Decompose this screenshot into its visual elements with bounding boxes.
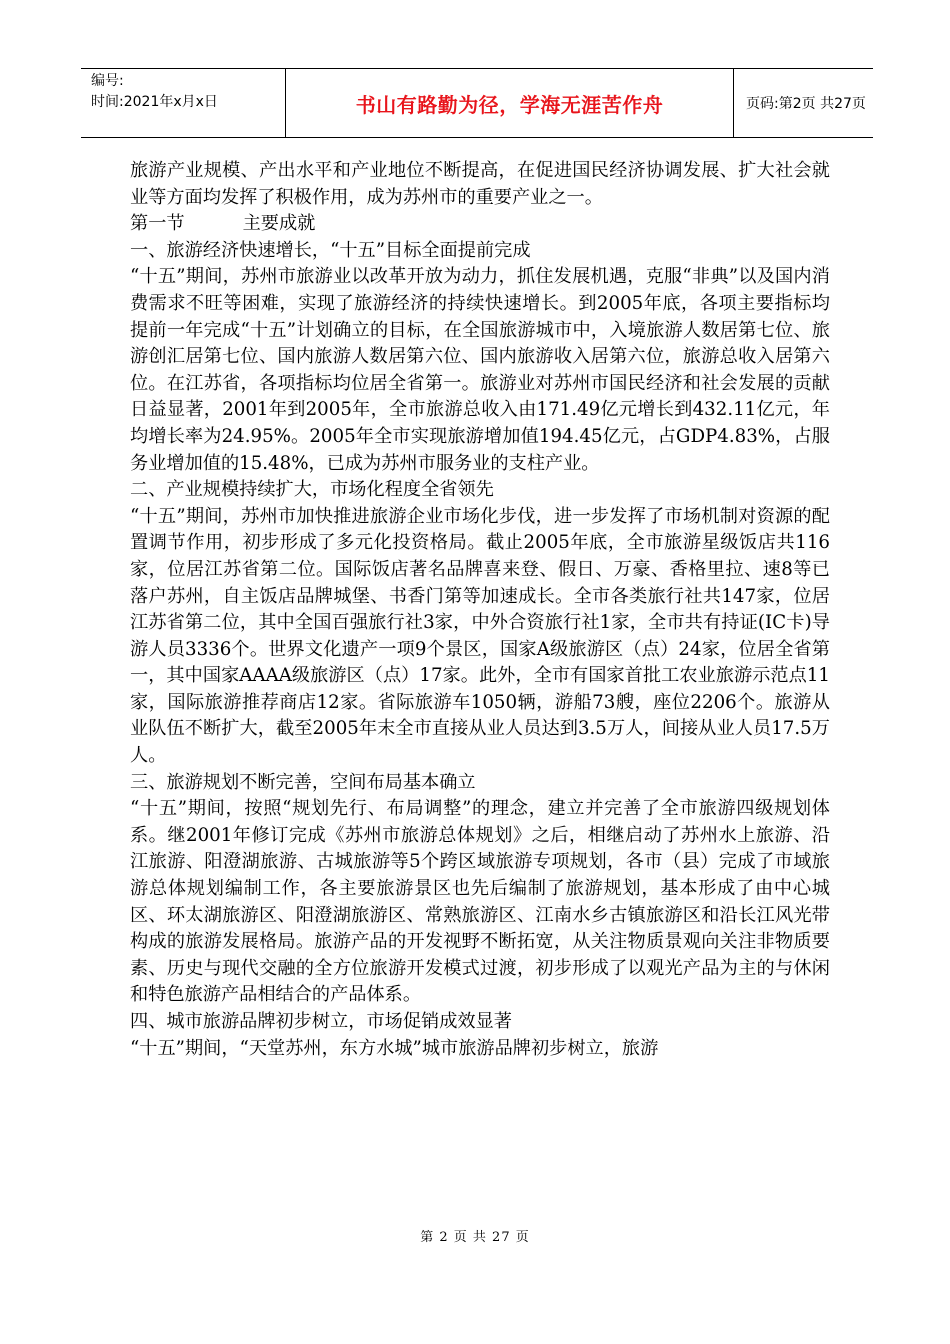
subheading-2: 二、产业规模持续扩大，市场化程度全省领先 [130,479,494,501]
paragraph-2: “十五”期间，苏州市加快推进旅游企业市场化步伐，进一步发挥了市场机制对资源的配置调节作用，初步形成了多元化投资格局。截止2005年底，全市旅游星级饭店共116家，位居江苏省第二位。国际饭店著名品牌喜来登、假日、万豪、香格里拉、速8等已落户苏州，自主饭店品牌城堡、书香门第等加速成长。全市各类旅行社共147家，位居江苏省第二位，其中全国百强旅行社3家，中外合资旅行社1家，全市共有持证(IC卡)导游人员3336个。世界文化遗产一项9个景区，国家A级旅游区（点）24家，位居全省第一，其中国家AAAA级旅游区（点）17家。此外，全市有国家首批工农业旅游示范点11家，国际旅游推荐商店12家。省际旅游车1050辆，游船73艘，座位2206个。旅游从业队伍不断扩大，截至2005年末全市直接从业人员达到3.5万人，间接从业人员17.5万人。 [130,505,830,767]
page-footer [0,1226,950,1245]
paragraph-intro: 旅游产业规模、产出水平和产业地位不断提高，在促进国民经济协调发展、扩大社会就业等方面均发挥了积极作用，成为苏州市的重要产业之一。 [130,160,830,208]
section-number: 第一节 [130,213,185,235]
subheading-3: 三、旅游规划不断完善，空间布局基本确立 [130,771,476,793]
header-meta-cell [81,69,286,137]
header-page-info: 页码:第2页 共27页 [746,96,866,112]
section-heading [130,211,830,238]
document-number-label: 编号: [91,73,124,89]
paragraph-1: “十五”期间，苏州市旅游业以改革开放为动力，抓住发展机遇，克服“非典”以及国内消费需求不旺等困难，实现了旅游经济的持续快速增长。到2005年底，各项主要指标均提前一年完成“十五”计划确立的目标，在全国旅游城市中，入境旅游人数居第七位、旅游创汇居第七位、国内旅游人数居第六位、国内旅游收入居第六位，旅游总收入居第六位。在江苏省，各项指标均位居全省第一。旅游业对苏州市国民经济和社会发展的贡献日益显著，2001年到2005年，全市旅游总收入由171.49亿元增长到432.11亿元，年均增长率为24.95%。2005年全市实现旅游增加值194.45亿元，占GDP4.83%，占服务业增加值的15.48%，已成为苏州市服务业的支柱产业。 [130,266,830,474]
page-header [81,68,873,138]
document-time-label: 时间:2021年x月x日 [91,94,218,110]
header-motto-cell [286,69,734,137]
header-motto: 书山有路勤为径，学海无涯苦作舟 [355,92,664,117]
paragraph-4: “十五”期间，“天堂苏州，东方水城”城市旅游品牌初步树立，旅游 [130,1037,659,1059]
footer-page-number: 第 2 页 共 27 页 [420,1230,530,1245]
subheading-1: 一、旅游经济快速增长，“十五”目标全面提前完成 [130,239,531,261]
subheading-4: 四、城市旅游品牌初步树立，市场促销成效显著 [130,1011,512,1032]
document-body [130,158,830,1062]
section-title: 主要成就 [242,213,316,235]
header-page-cell [734,69,873,137]
paragraph-3: “十五”期间，按照“规划先行、布局调整”的理念，建立并完善了全市旅游四级规划体系。继2001年修订完成《苏州市旅游总体规划》之后，相继启动了苏州水上旅游、沿江旅游、阳澄湖旅游、古城旅游等5个跨区域旅游专项规划，各市（县）完成了市域旅游总体规划编制工作，各主要旅游景区也先后编制了旅游规划，基本形成了由中心城区、环太湖旅游区、阳澄湖旅游区、常熟旅游区、江南水乡古镇旅游区和沿长江风光带构成的旅游发展格局。旅游产品的开发视野不断拓宽，从关注物质景观向关注非物质要素、历史与现代交融的全方位旅游开发模式过渡，初步形成了以观光产品为主的与休闲和特色旅游产品相结合的产品体系。 [130,798,830,1006]
